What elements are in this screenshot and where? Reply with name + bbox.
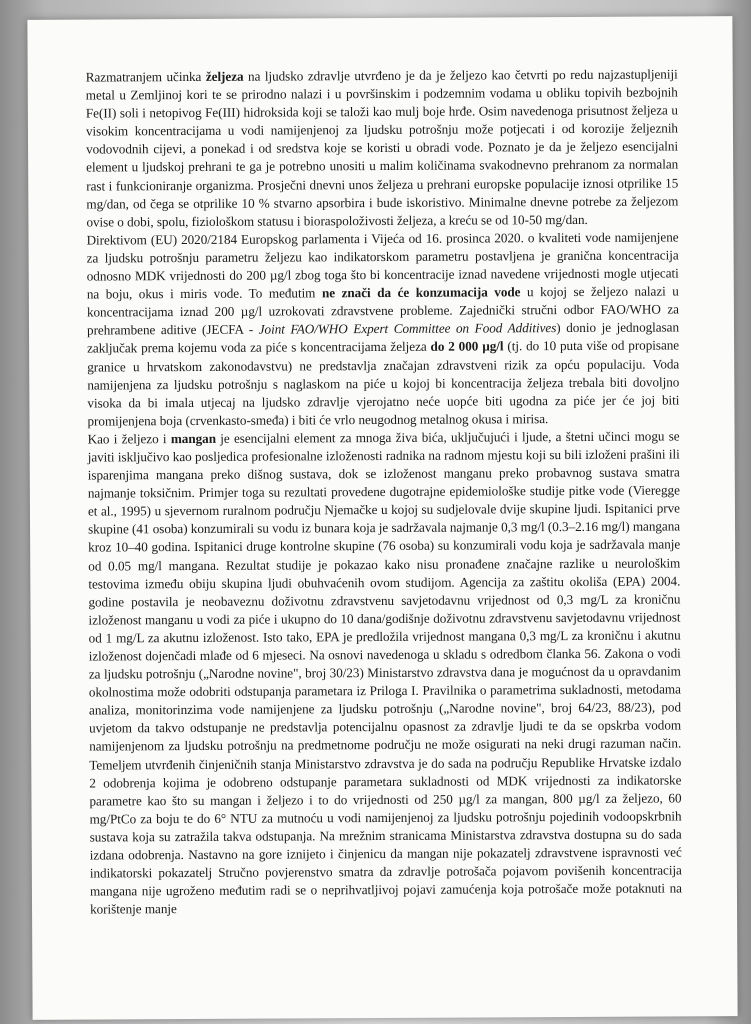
document-page [27, 16, 737, 1020]
document-body [86, 65, 682, 918]
term-iron: željeza [205, 68, 244, 84]
emphasis-not-mean: ne znači da će konzumacija vode [321, 284, 521, 301]
term-manganese: mangan [170, 430, 216, 446]
paragraph-directive: Direktivom (EU) 2020/2184 Europskog parlamenta i Vijeća od 16. prosinca 2020. o kvaliteti vode namijenjene za ljudsku potrošnju parametru željezu kao indikatorskom parametru postavljena je granična koncentracija odnosno MDK vrijednosti do 200 µg/l zbog toga što bi koncentracije iznad navedene vrijednosti mogle utjecati na boju, okus i miris vode. To međutim ne znači da će konzumacija vode u kojoj se željezo nalazi u koncentracijama iznad 200 µg/l uzrokovati zdravstvene probleme. Zajednički stručni odbor FAO/WHO za prehrambene aditive (JECFA - Joint FAO/WHO Expert Committee on Food Additives) donio je jednoglasan zaključak prema kojemu voda za piće s koncentracijama željeza do 2 000 µg/l (tj. do 10 puta više od propisane granice u hrvatskom zakonodavstvu) ne predstavlja značajan zdravstveni rizik za opću populaciju. Voda namijenjena za ljudsku potrošnju s naglaskom na piće u kojoj bi koncentracija željeza trebala biti dovoljno visoka da bi imala utjecaj na ljudsko zdravlje vjerojatno neće uopće biti ugodna za piće jer će joj biti promijenjena boja (crvenkasto-smeđa) i biti će vrlo neugodnog metalnog okusa i mirisa. [86, 229, 680, 429]
emphasis-limit: do 2 000 µg/l [430, 338, 504, 355]
paragraph-iron-intro: Razmatranjem učinka željeza na ljudsko zdravlje utvrđeno je da je željezo kao četvrti po redu najzastupljeniji metal u Zemljinoj kori te se prirodno nalazi i u površinskim i podzemnim vodama u obliku topivih bezbojnih Fe(II) soli i netopivog Fe(III) hidroksida koji se taloži kao mulj boje hrđe. Osim navedenoga prisutnost željeza u visokim koncentracijama u vodi namijenjenoj za ljudsku potrošnju može potjecati i od korozije željeznih vodovodnih cijevi, a ponekad i od sredstva koje se koristi u obradi vode. Poznato je da je željezo esencijalni element u ljudskoj prehrani te ga je potrebno unositi u malim količinama svakodnevno prehranom za normalan rast i funkcioniranje organizma. Prosječni dnevni unos željeza u prehrani europske populacije iznosi otprilike 15 mg/dan, od čega se otprilike 10 % stvarno apsorbira i bude iskoristivo. Minimalne dnevne potrebe za željezom ovise o dobi, spolu, fiziološkom statusu i bioraspoloživosti željeza, a kreću se od 10-50 mg/dan. [85, 66, 679, 230]
jecfa-fullname: Joint FAO/WHO Expert Committee on Food Additives [258, 320, 557, 337]
paragraph-manganese: Kao i željezo i mangan je esencijalni element za mnoga živa bića, uključujući i ljude, a štetni učinci mogu se javiti isključivo kao posljedica profesionalne izloženosti radnika na radnom mjestu koji su bili izloženi prašini ili isparenjima mangana preko dišnog sustava, dok se izloženost manganu preko probavnog sustava smatra najmanje toksičnim. Primjer toga su rezultati provedene dugotrajne epidemiološke studije pitke vode (Vieregge et al., 1995) u sjevernom ruralnom području Njemačke u kojoj su sudjelovale dvije skupine ljudi. Ispitanici prve skupine (41 osoba) konzumirali su vodu iz bunara koja je sadržavala najmanje 0,3 mg/l (0.3–2.16 mg/l) mangana kroz 10–40 godina. Ispitanici druge kontrolne skupine (76 osoba) su konzumirali vodu koja je sadržavala manje od 0.05 mg/l mangana. Rezultat studije je pokazao kako nisu pronađene značajne razlike u neurološkim testovima između obiju skupina ljudi obuhvaćenih ovom studijom. Agencija za zaštitu okoliša (EPA) 2004. godine postavila je neobaveznu doživotnu zdravstvenu savjetodavnu vrijednost od 0,3 mg/L za kroničnu izloženost manganu u vodi za piće i ukupno do 10 dana/godišnje doživotnu zdravstvenu savjetodavnu vrijednost od 1 mg/L za akutnu izloženost. Isto tako, EPA je predložila vrijednost mangana 0,3 mg/L za kroničnu i akutnu izloženost dojenčadi mlađe od 6 mjeseci. Na osnovi navedenoga u skladu s odredbom članka 56. Zakona o vodi za ljudsku potrošnju („Narodne novine", broj 30/23) Ministarstvo zdravstva dana je mogućnost da u opravdanim okolnostima može odobriti odstupanja parametara iz Priloga I. Pravilnika o parametrima sukladnosti, metodama analiza, monitorinzima vode namijenjene za ljudsku potrošnju („Narodne novine", broj 64/23, 88/23), pod uvjetom da takvo odstupanje ne predstavlja potencijalnu opasnost za zdravlje ljudi te da se opskrba vodom namijenjenom za ljudsku potrošnju na predmetnome području ne može osigurati na neki drugi razuman način. Temeljem utvrđenih činjeničnih stanja Ministarstvo zdravstva je do sada na području Republike Hrvatske izdalo 2 odobrenja kojima je odobreno odstupanje parametara sukladnosti od MDK vrijednosti za indikatorske parametre kao što su mangan i željezo i to do vrijednosti od 250 µg/l za mangan, 800 µg/l za željezo, 60 mg/PtCo za boju te do 6° NTU za mutnoću u vodi namijenjenoj za ljudsku potrošnju pojedinih vodoopskrbnih sustava koja su zatražila takva odstupanja. Na mrežnim stranicama Ministarstva zdravstva dostupna su do sada izdana odobrenja. Nastavno na gore iznijeto i činjenicu da mangan nije pokazatelj zdravstvene ispravnosti već indikatorski pokazatelj Stručno povjerenstvo smatra da zdravlje potrošača pojavom povišenih koncentracija mangana nije ugroženo međutim radi se o neprihvatljivoj pojavi zamućenja koja potrošače može potaknuti na korištenje manje [87, 428, 682, 917]
